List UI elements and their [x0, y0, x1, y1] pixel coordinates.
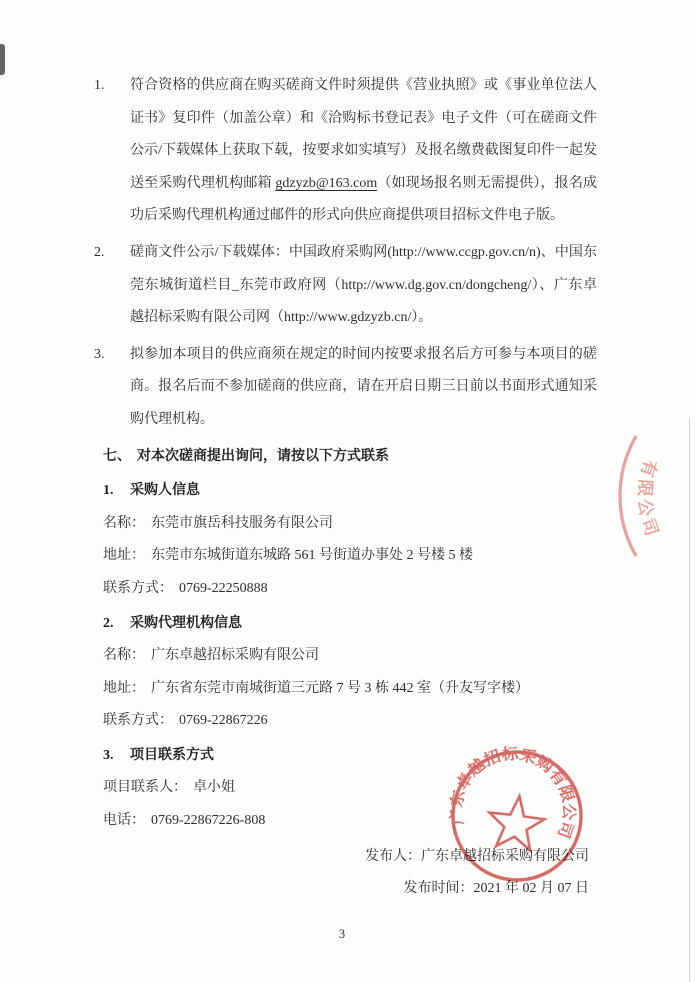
svg-text:有限公司 — [635, 458, 662, 539]
publish-time-label: 发布时间： — [403, 881, 474, 897]
subsection-number: 1. — [103, 483, 114, 499]
note-number: 1. — [94, 78, 105, 93]
purchaser-phone-field — [103, 573, 597, 606]
publish-time-value: 2021 年 02 月 07 日 — [473, 881, 589, 897]
seal-star-icon — [486, 793, 547, 852]
note-text — [130, 70, 597, 233]
note-paragraph-2 — [94, 237, 597, 335]
field-value: 东莞市旗岳科技服务有限公司 — [151, 515, 333, 531]
agency-info-heading — [103, 608, 597, 641]
publisher-value: 广东卓越招标采购有限公司 — [421, 848, 589, 864]
note-text: 拟参加本项目的供应商须在规定的时间内按要求报名后方可参与本项目的磋商。报名后而不参加磋商的供应商，请在开启日期三日前以书面形式通知采购代理机构。 — [130, 346, 597, 427]
partial-seal-text: 有限公司 — [634, 457, 662, 539]
field-label: 联系方式： — [103, 580, 173, 596]
field-label: 地址： — [103, 548, 145, 564]
agency-phone-field — [103, 705, 597, 738]
field-label: 联系方式： — [103, 713, 173, 729]
field-value: 广东卓越招标采购有限公司 — [151, 648, 319, 664]
field-label: 地址： — [103, 680, 145, 696]
purchaser-address-field — [103, 540, 597, 573]
section-title: 对本次磋商提出询问，请按以下方式联系 — [137, 448, 389, 464]
note-text: 磋商文件公示/下载媒体：中国政府采购网(http://www.ccgp.gov.cn/n)、中国东莞东城街道栏目_东莞市政府网（http://www.dg.gov.cn/dongcheng/）、广东卓越招标采购有限公司网（http://www.gdzyzb.cn/）。 — [130, 244, 597, 326]
partial-seal-icon — [585, 410, 695, 585]
field-value: 0769-22867226 — [179, 713, 268, 729]
svg-text:广东卓越招标采购有限公司 — [444, 736, 587, 841]
subsection-title: 采购代理机构信息 — [130, 615, 242, 631]
section-number: 七、 — [103, 448, 131, 464]
field-label: 名称： — [103, 648, 145, 664]
note-text-after-email: （如现场报名则无需提供），报名成功后采购代理机构通过邮件的形式向供应商提供项目招标文件电子版。 — [130, 175, 597, 224]
agency-address-field — [103, 673, 597, 706]
purchaser-name-field — [103, 508, 597, 541]
purchaser-info-heading — [103, 475, 597, 508]
field-label: 电话： — [103, 813, 145, 829]
field-value: 0769-22250888 — [179, 580, 268, 596]
note-number: 2. — [94, 244, 105, 260]
field-value: 广东省东莞市南城街道三元路 7 号 3 栋 442 室（升友写字楼） — [151, 680, 529, 696]
note-text-before-email: 符合资格的供应商在购买磋商文件时须提供《营业执照》或《事业单位法人证书》复印件（加盖公章）和《洽购标书登记表》电子文件（可在磋商文件公示/下载媒体上获取下载，按要求如实填写）及报名缴费截图复印件一起发送至采购代理机构邮箱 — [130, 78, 597, 191]
section-seven-heading — [103, 441, 597, 474]
subsection-number: 3. — [103, 747, 114, 763]
publisher-label: 发布人： — [365, 848, 421, 864]
page-number: 3 — [338, 926, 346, 941]
field-label: 名称： — [103, 515, 145, 531]
field-value: 卓小姐 — [193, 780, 235, 796]
company-seal-icon — [428, 727, 606, 905]
subsection-title: 采购人信息 — [130, 483, 200, 499]
seal-company-name: 广东卓越招标采购有限公司 — [448, 746, 577, 840]
scan-artifact-left — [0, 44, 5, 75]
agency-name-field — [103, 640, 597, 673]
email-address: gdzyzb@163.com — [275, 175, 378, 191]
note-number: 3. — [94, 346, 105, 362]
note-paragraph-1 — [94, 70, 597, 233]
field-value: 东莞市东城街道东城路 561 号街道办事处 2 号楼 5 楼 — [151, 548, 473, 564]
subsection-title: 项目联系方式 — [130, 747, 214, 763]
field-label: 项目联系人： — [103, 780, 187, 796]
note-paragraph-3 — [94, 339, 597, 437]
field-value: 0769-22867226-808 — [151, 813, 266, 829]
subsection-number: 2. — [103, 615, 114, 631]
